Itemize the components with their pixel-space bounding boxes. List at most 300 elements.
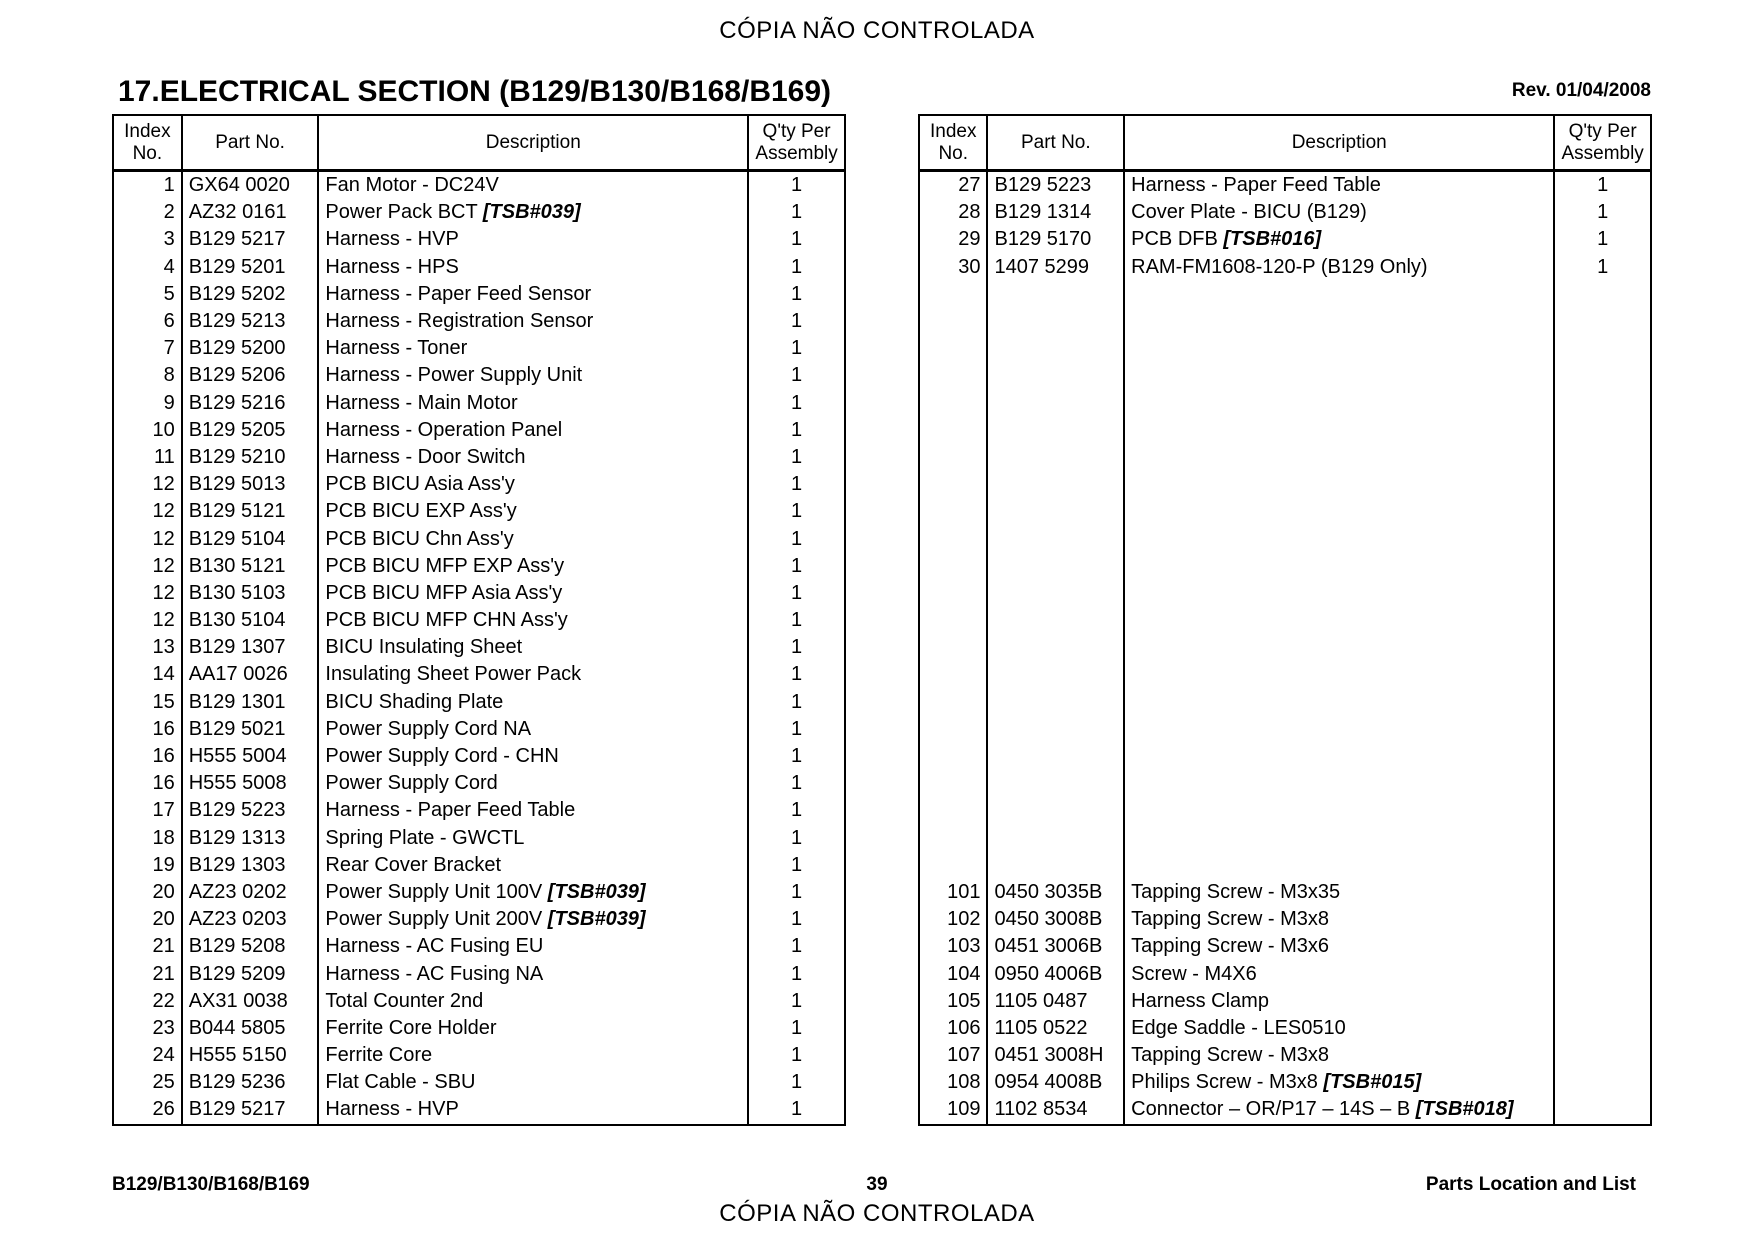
quantity-cell: 1 (748, 906, 845, 933)
quantity-cell: 1 (748, 335, 845, 362)
index-cell: 108 (919, 1069, 987, 1096)
part-number-cell: 1102 8534 (987, 1096, 1124, 1124)
table-row (113, 1042, 845, 1069)
header-qty: Q'ty Per Assembly (748, 115, 845, 171)
description-cell: Tapping Screw - M3x6 (1124, 933, 1554, 960)
part-number-cell: B129 1307 (182, 634, 319, 661)
quantity-cell (1554, 797, 1651, 824)
index-cell (919, 471, 987, 498)
parts-table-right-body (919, 171, 1651, 1125)
quantity-cell (1554, 525, 1651, 552)
index-cell: 5 (113, 281, 182, 308)
description-cell: Harness Clamp (1124, 988, 1554, 1015)
table-row (919, 254, 1651, 281)
part-number-cell: B044 5805 (182, 1015, 319, 1042)
index-cell (919, 634, 987, 661)
quantity-cell: 1 (748, 417, 845, 444)
part-number-cell: B130 5103 (182, 580, 319, 607)
description-cell: Harness - Toner (318, 335, 748, 362)
part-number-cell (987, 852, 1124, 879)
description-cell: Fan Motor - DC24V (318, 171, 748, 200)
description-cell: Edge Saddle - LES0510 (1124, 1015, 1554, 1042)
table-row (113, 553, 845, 580)
index-cell: 12 (113, 471, 182, 498)
description-cell: Power Supply Cord - CHN (318, 743, 748, 770)
index-cell (919, 797, 987, 824)
description-cell (1124, 498, 1554, 525)
table-row (113, 879, 845, 906)
part-number-cell: B129 5104 (182, 525, 319, 552)
index-cell: 14 (113, 661, 182, 688)
description-cell: Harness - Main Motor (318, 390, 748, 417)
description-cell (1124, 417, 1554, 444)
index-cell: 4 (113, 254, 182, 281)
index-cell (919, 444, 987, 471)
quantity-cell (1554, 553, 1651, 580)
index-cell: 30 (919, 254, 987, 281)
part-number-cell (987, 770, 1124, 797)
part-number-cell (987, 308, 1124, 335)
part-number-cell: B129 5210 (182, 444, 319, 471)
description-cell: Harness - Door Switch (318, 444, 748, 471)
quantity-cell (1554, 417, 1651, 444)
quantity-cell: 1 (748, 825, 845, 852)
index-cell (919, 743, 987, 770)
index-cell: 12 (113, 580, 182, 607)
index-cell: 102 (919, 906, 987, 933)
part-number-cell: B129 5201 (182, 254, 319, 281)
quantity-cell: 1 (748, 661, 845, 688)
table-row (113, 634, 845, 661)
quantity-cell (1554, 607, 1651, 634)
quantity-cell: 1 (1554, 171, 1651, 200)
description-cell: PCB BICU Chn Ass'y (318, 525, 748, 552)
index-cell: 18 (113, 825, 182, 852)
index-cell: 101 (919, 879, 987, 906)
table-row (113, 988, 845, 1015)
index-cell: 1 (113, 171, 182, 200)
table-header-row (919, 115, 1651, 171)
index-cell (919, 362, 987, 389)
table-header-row (113, 115, 845, 171)
table-row (919, 906, 1651, 933)
quantity-cell: 1 (748, 960, 845, 987)
quantity-cell: 1 (748, 1069, 845, 1096)
tsb-reference: [TSB#039] (547, 880, 646, 903)
quantity-cell (1554, 444, 1651, 471)
part-number-cell: B129 5209 (182, 960, 319, 987)
table-row (919, 226, 1651, 253)
quantity-cell (1554, 689, 1651, 716)
description-cell (1124, 580, 1554, 607)
part-number-cell (987, 743, 1124, 770)
index-cell: 20 (113, 879, 182, 906)
table-row (113, 1096, 845, 1124)
description-cell (1124, 716, 1554, 743)
part-number-cell (987, 797, 1124, 824)
quantity-cell: 1 (748, 171, 845, 200)
quantity-cell: 1 (748, 1042, 845, 1069)
quantity-cell (1554, 933, 1651, 960)
description-cell: Spring Plate - GWCTL (318, 825, 748, 852)
description-cell (1124, 525, 1554, 552)
description-cell: Harness - Registration Sensor (318, 308, 748, 335)
description-cell (1124, 797, 1554, 824)
part-number-cell: B129 5223 (987, 171, 1124, 200)
footer-page-number: 39 (866, 1174, 888, 1195)
table-row (113, 498, 845, 525)
description-cell: Harness - HPS (318, 254, 748, 281)
index-cell: 16 (113, 716, 182, 743)
part-number-cell (987, 553, 1124, 580)
index-cell: 12 (113, 498, 182, 525)
description-cell: RAM-FM1608-120-P (B129 Only) (1124, 254, 1554, 281)
part-number-cell: AZ23 0203 (182, 906, 319, 933)
description-cell: Harness - AC Fusing NA (318, 960, 748, 987)
description-cell: BICU Insulating Sheet (318, 634, 748, 661)
table-row (113, 199, 845, 226)
index-cell: 16 (113, 770, 182, 797)
table-row (113, 444, 845, 471)
table-row (919, 960, 1651, 987)
description-cell (1124, 335, 1554, 362)
description-cell (1124, 852, 1554, 879)
quantity-cell (1554, 634, 1651, 661)
table-row (113, 471, 845, 498)
description-cell: Harness - HVP (318, 226, 748, 253)
part-number-cell: B129 5121 (182, 498, 319, 525)
index-cell: 17 (113, 797, 182, 824)
description-cell: Connector – OR/P17 – 14S – B [TSB#018] (1124, 1096, 1554, 1124)
quantity-cell (1554, 1096, 1651, 1124)
description-cell: Total Counter 2nd (318, 988, 748, 1015)
part-number-cell: H555 5150 (182, 1042, 319, 1069)
quantity-cell: 1 (748, 1096, 845, 1124)
index-cell: 8 (113, 362, 182, 389)
quantity-cell (1554, 362, 1651, 389)
table-row (113, 281, 845, 308)
part-number-cell (987, 580, 1124, 607)
quantity-cell (1554, 906, 1651, 933)
quantity-cell: 1 (748, 607, 845, 634)
part-number-cell: AX31 0038 (182, 988, 319, 1015)
part-number-cell: 1407 5299 (987, 254, 1124, 281)
table-row (919, 525, 1651, 552)
index-cell (919, 852, 987, 879)
description-cell (1124, 444, 1554, 471)
part-number-cell: B129 1313 (182, 825, 319, 852)
index-cell: 25 (113, 1069, 182, 1096)
watermark-bottom: CÓPIA NÃO CONTROLADA (719, 1200, 1035, 1227)
quantity-cell (1554, 879, 1651, 906)
quantity-cell: 1 (748, 933, 845, 960)
description-cell (1124, 362, 1554, 389)
quantity-cell: 1 (748, 226, 845, 253)
index-cell: 6 (113, 308, 182, 335)
description-cell: Flat Cable - SBU (318, 1069, 748, 1096)
quantity-cell: 1 (1554, 226, 1651, 253)
index-cell: 10 (113, 417, 182, 444)
part-number-cell: 0451 3008H (987, 1042, 1124, 1069)
index-cell (919, 281, 987, 308)
quantity-cell (1554, 743, 1651, 770)
quantity-cell (1554, 390, 1651, 417)
quantity-cell (1554, 308, 1651, 335)
quantity-cell: 1 (748, 199, 845, 226)
description-cell (1124, 661, 1554, 688)
quantity-cell (1554, 281, 1651, 308)
description-cell (1124, 743, 1554, 770)
page-title: 17.ELECTRICAL SECTION (B129/B130/B168/B169) (118, 75, 832, 108)
description-cell (1124, 281, 1554, 308)
tsb-reference: [TSB#018] (1415, 1098, 1514, 1121)
revision-date: Rev. 01/04/2008 (1511, 80, 1651, 101)
table-row (919, 689, 1651, 716)
description-cell (1124, 553, 1554, 580)
description-cell: Harness - Paper Feed Table (318, 797, 748, 824)
description-cell: Cover Plate - BICU (B129) (1124, 199, 1554, 226)
part-number-cell (987, 281, 1124, 308)
index-cell (919, 580, 987, 607)
quantity-cell: 1 (748, 634, 845, 661)
table-row (113, 852, 845, 879)
part-number-cell: B130 5104 (182, 607, 319, 634)
table-row (113, 226, 845, 253)
quantity-cell: 1 (748, 1015, 845, 1042)
quantity-cell: 1 (748, 281, 845, 308)
quantity-cell (1554, 580, 1651, 607)
description-cell: Harness - Paper Feed Table (1124, 171, 1554, 200)
quantity-cell: 1 (748, 689, 845, 716)
quantity-cell: 1 (748, 580, 845, 607)
description-cell (1124, 689, 1554, 716)
part-number-cell: H555 5008 (182, 770, 319, 797)
part-number-cell: B129 1301 (182, 689, 319, 716)
index-cell: 21 (113, 933, 182, 960)
index-cell: 24 (113, 1042, 182, 1069)
quantity-cell (1554, 661, 1651, 688)
index-cell: 12 (113, 553, 182, 580)
part-number-cell (987, 607, 1124, 634)
description-cell: Tapping Screw - M3x35 (1124, 879, 1554, 906)
description-cell (1124, 390, 1554, 417)
part-number-cell: 1105 0522 (987, 1015, 1124, 1042)
table-row (113, 1015, 845, 1042)
index-cell (919, 417, 987, 444)
part-number-cell: B129 5216 (182, 390, 319, 417)
table-row (113, 390, 845, 417)
index-cell (919, 335, 987, 362)
index-cell: 11 (113, 444, 182, 471)
description-cell: Harness - Operation Panel (318, 417, 748, 444)
quantity-cell: 1 (748, 553, 845, 580)
part-number-cell: B129 5217 (182, 226, 319, 253)
description-cell: Tapping Screw - M3x8 (1124, 1042, 1554, 1069)
description-cell (1124, 634, 1554, 661)
description-cell: PCB BICU Asia Ass'y (318, 471, 748, 498)
header-part-no: Part No. (182, 115, 319, 171)
description-cell: Tapping Screw - M3x8 (1124, 906, 1554, 933)
table-row (113, 770, 845, 797)
part-number-cell: B129 5223 (182, 797, 319, 824)
quantity-cell: 1 (748, 308, 845, 335)
quantity-cell: 1 (748, 444, 845, 471)
index-cell: 27 (919, 171, 987, 200)
table-row (113, 525, 845, 552)
part-number-cell: GX64 0020 (182, 171, 319, 200)
description-cell: Power Pack BCT [TSB#039] (318, 199, 748, 226)
index-cell (919, 770, 987, 797)
quantity-cell: 1 (748, 471, 845, 498)
header-qty: Q'ty Per Assembly (1554, 115, 1651, 171)
quantity-cell (1554, 471, 1651, 498)
quantity-cell: 1 (1554, 199, 1651, 226)
description-cell: Harness - HVP (318, 1096, 748, 1124)
table-row (919, 743, 1651, 770)
table-row (919, 417, 1651, 444)
quantity-cell (1554, 852, 1651, 879)
description-cell: PCB BICU MFP Asia Ass'y (318, 580, 748, 607)
quantity-cell (1554, 1015, 1651, 1042)
header-description: Description (318, 115, 748, 171)
part-number-cell: B129 5021 (182, 716, 319, 743)
parts-table-left (112, 114, 846, 1126)
quantity-cell (1554, 498, 1651, 525)
quantity-cell (1554, 988, 1651, 1015)
quantity-cell (1554, 960, 1651, 987)
table-row (919, 1015, 1651, 1042)
description-cell: Power Supply Unit 100V [TSB#039] (318, 879, 748, 906)
index-cell (919, 661, 987, 688)
part-number-cell: B129 5208 (182, 933, 319, 960)
table-row (919, 471, 1651, 498)
index-cell: 7 (113, 335, 182, 362)
part-number-cell: 1105 0487 (987, 988, 1124, 1015)
part-number-cell: B129 5013 (182, 471, 319, 498)
index-cell (919, 308, 987, 335)
part-number-cell: 0450 3035B (987, 879, 1124, 906)
quantity-cell: 1 (1554, 254, 1651, 281)
table-row (113, 716, 845, 743)
part-number-cell (987, 716, 1124, 743)
part-number-cell: 0451 3006B (987, 933, 1124, 960)
table-row (919, 444, 1651, 471)
quantity-cell (1554, 335, 1651, 362)
part-number-cell: 0950 4006B (987, 960, 1124, 987)
index-cell: 12 (113, 525, 182, 552)
table-row (113, 335, 845, 362)
quantity-cell (1554, 1069, 1651, 1096)
tsb-reference: [TSB#039] (547, 908, 646, 931)
table-row (113, 308, 845, 335)
part-number-cell: B129 5213 (182, 308, 319, 335)
quantity-cell: 1 (748, 770, 845, 797)
part-number-cell: B130 5121 (182, 553, 319, 580)
table-row (919, 933, 1651, 960)
description-cell: Insulating Sheet Power Pack (318, 661, 748, 688)
table-row (919, 1069, 1651, 1096)
part-number-cell: 0954 4008B (987, 1069, 1124, 1096)
index-cell: 9 (113, 390, 182, 417)
description-cell: Ferrite Core Holder (318, 1015, 748, 1042)
table-row (919, 797, 1651, 824)
table-row (113, 797, 845, 824)
description-cell: Power Supply Cord NA (318, 716, 748, 743)
part-number-cell (987, 362, 1124, 389)
part-number-cell: AZ23 0202 (182, 879, 319, 906)
table-row (113, 171, 845, 200)
part-number-cell: AA17 0026 (182, 661, 319, 688)
table-row (919, 199, 1651, 226)
index-cell: 12 (113, 607, 182, 634)
part-number-cell (987, 689, 1124, 716)
index-cell (919, 825, 987, 852)
part-number-cell: B129 5202 (182, 281, 319, 308)
part-number-cell (987, 498, 1124, 525)
description-cell (1124, 607, 1554, 634)
index-cell (919, 390, 987, 417)
quantity-cell: 1 (748, 879, 845, 906)
table-row (919, 171, 1651, 200)
header-index: Index No. (113, 115, 182, 171)
table-row (919, 390, 1651, 417)
index-cell: 16 (113, 743, 182, 770)
part-number-cell (987, 471, 1124, 498)
part-number-cell (987, 634, 1124, 661)
tsb-reference: [TSB#016] (1223, 228, 1322, 251)
quantity-cell (1554, 825, 1651, 852)
table-row (113, 661, 845, 688)
description-cell: PCB BICU MFP CHN Ass'y (318, 607, 748, 634)
description-cell (1124, 770, 1554, 797)
quantity-cell (1554, 1042, 1651, 1069)
quantity-cell: 1 (748, 254, 845, 281)
quantity-cell (1554, 716, 1651, 743)
table-row (113, 417, 845, 444)
part-number-cell (987, 525, 1124, 552)
index-cell: 103 (919, 933, 987, 960)
quantity-cell: 1 (748, 743, 845, 770)
quantity-cell: 1 (748, 716, 845, 743)
index-cell (919, 689, 987, 716)
part-number-cell: B129 1314 (987, 199, 1124, 226)
index-cell: 20 (113, 906, 182, 933)
description-cell: BICU Shading Plate (318, 689, 748, 716)
table-row (113, 580, 845, 607)
footer-section: Parts Location and List (1425, 1174, 1636, 1195)
index-cell: 22 (113, 988, 182, 1015)
part-number-cell: B129 5206 (182, 362, 319, 389)
part-number-cell (987, 444, 1124, 471)
description-cell: Ferrite Core (318, 1042, 748, 1069)
description-cell: Screw - M4X6 (1124, 960, 1554, 987)
header-description: Description (1124, 115, 1554, 171)
description-cell (1124, 471, 1554, 498)
quantity-cell: 1 (748, 525, 845, 552)
index-cell (919, 716, 987, 743)
part-number-cell: B129 1303 (182, 852, 319, 879)
description-cell: Harness - Power Supply Unit (318, 362, 748, 389)
description-cell: Power Supply Unit 200V [TSB#039] (318, 906, 748, 933)
quantity-cell: 1 (748, 852, 845, 879)
description-cell: PCB DFB [TSB#016] (1124, 226, 1554, 253)
index-cell: 23 (113, 1015, 182, 1042)
table-row (919, 281, 1651, 308)
part-number-cell (987, 390, 1124, 417)
index-cell: 13 (113, 634, 182, 661)
table-row (113, 960, 845, 987)
description-cell: Philips Screw - M3x8 [TSB#015] (1124, 1069, 1554, 1096)
